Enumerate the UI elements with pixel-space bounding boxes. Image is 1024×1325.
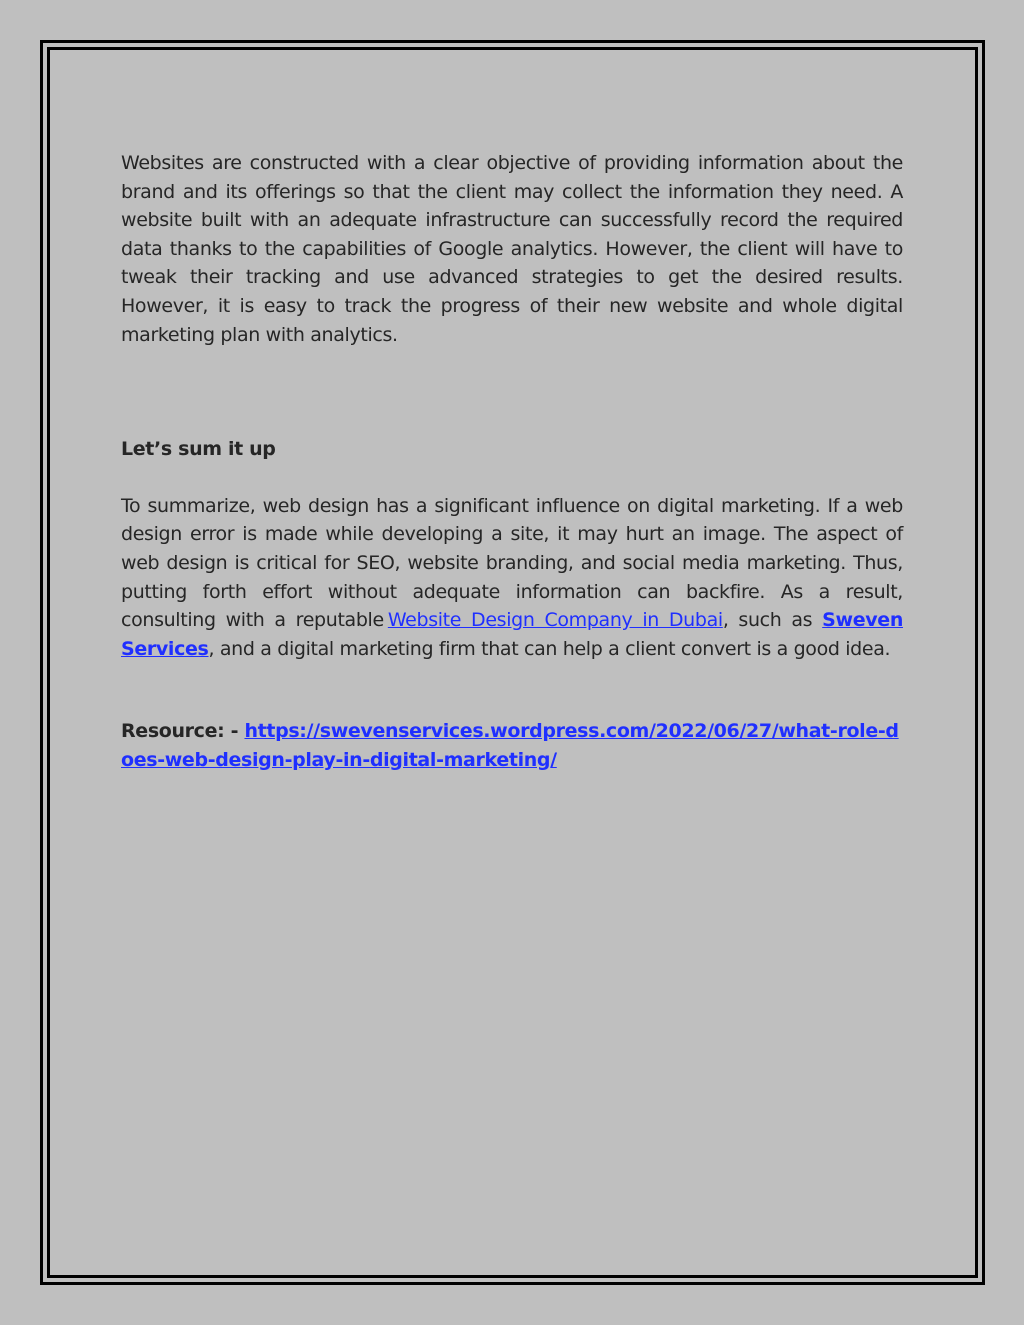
sweven-services-link[interactable]: Sweven Services: [121, 609, 903, 660]
summary-text-part1: To summarize, web design has a significant influence on digital marketing. If a web design error is made while developing a site, it may hurt an image. The aspect of web design is critical for SEO, website branding, and social media marketing. Thus, putting forth effort without adequate information can backfire. As a result, consulting with a reputable: [121, 494, 903, 632]
resource-line: [121, 717, 903, 774]
summary-text-part3: , and a digital marketing firm that can help a client convert is a good idea.: [208, 637, 891, 660]
paragraph-analytics: Websites are constructed with a clear objective of providing information about the brand and its offerings so that the client may collect the information they need. A website built with an adequate infrastructure can successfully record the required data thanks to the capabilities of Google analytics. However, the client will have to tweak their tracking and use advanced strategies to get the desired results. However, it is easy to track the progress of their new website and whole digital marketing plan with analytics.: [121, 152, 903, 346]
website-design-company-link[interactable]: Website Design Company in Dubai: [387, 609, 723, 632]
resource-label: Resource: -: [121, 720, 239, 743]
summary-text-part2: , such as: [722, 609, 813, 632]
document-content: [121, 149, 903, 775]
section-heading: Let’s sum it up: [121, 438, 276, 461]
resource-url-link[interactable]: https://swevenservices.wordpress.com/2022/06/27/what-role-does-web-design-play-in-digital-marketing/: [121, 720, 899, 771]
paragraph-summary: [121, 492, 903, 664]
